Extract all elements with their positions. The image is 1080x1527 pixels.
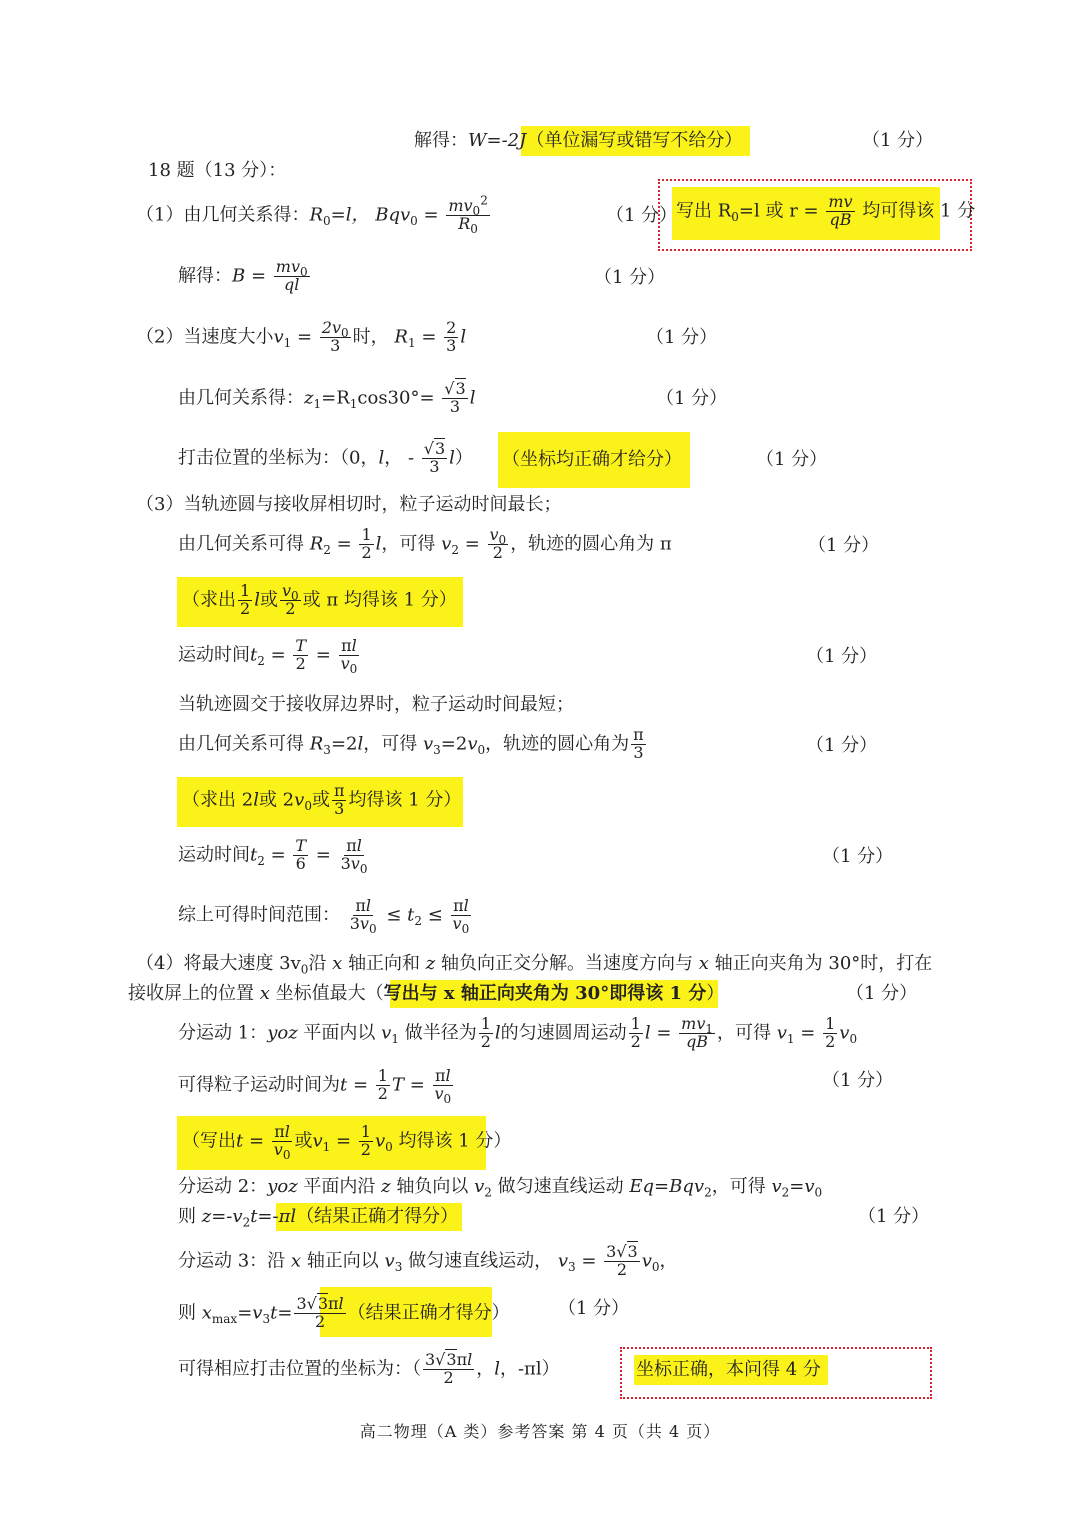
score-part2-line2: （1 分） xyxy=(656,388,728,409)
range-line: 综上可得时间范围： $\frac{\pi l}{3v_0}$ ≤ $t_2$ ≤ $\frac{\pi l}{v_0}$ xyxy=(178,896,470,936)
solve-b-line: 解得：B = $\frac{mv_0}{ql}$ xyxy=(178,257,308,294)
note3: （写出t = $\frac{\pi l}{v_0}$ 或$v_1$ = $\frac{1}{2}$ $v_0$ 均得该 1 分） xyxy=(182,1122,512,1162)
final-note: 坐标正确，本问得 4 分 xyxy=(636,1359,821,1380)
r0-rest: =l， xyxy=(330,204,370,226)
note2: （求出 2l或 $2v_0$或 $\frac{\pi}{3}$ 均得该 1 分） xyxy=(182,781,462,818)
score-time: （1 分） xyxy=(822,1070,894,1091)
score-part2-line1: （1 分） xyxy=(646,327,718,348)
part2-line3: 打击位置的坐标为：（0，l， - $\frac{√3}{3}$ l） xyxy=(178,439,473,476)
w-answer: W=-2J xyxy=(468,130,527,151)
part3-line1: （3）当轨迹圆与接收屏相切时，粒子运动时间最长； xyxy=(136,494,562,515)
score-xmax: （1 分） xyxy=(558,1298,630,1319)
score-time1: （1 分） xyxy=(806,646,878,667)
part3-line2: 由几何关系可得 $R_2$ = $\frac{1}{2}$ l，可得 $v_2$ = $\frac{v_0}{2}$ ，轨迹的圆心角为 π xyxy=(178,525,672,562)
sub3-line: 分运动 3：沿 x 轴正向以 $v_3$ 做匀速直线运动， $v_3$ = $\frac{3√3}{2}$ $v_0$， xyxy=(178,1242,678,1279)
score-header: （1 分） xyxy=(862,130,934,151)
score-part1: （1 分） xyxy=(606,205,678,226)
page-footer: 高二物理（A 类）参考答案 第 4 页（共 4 页） xyxy=(359,1422,721,1441)
sub1-line: 分运动 1：yoz 平面内以 $v_1$ 做半径为 $\frac{1}{2}$ l的匀速圆周运动 $\frac{1}{2}$ l = $\frac{mv_1}{qB}$ ，可得 $v_1$ = $\frac{1}{2}$ $v_0$ xyxy=(178,1014,858,1051)
note1: （求出 $\frac{1}{2}$ l或 $\frac{v_0}{2}$ 或 π 均得该 1 分） xyxy=(182,581,457,618)
part4-line2: 接收屏上的位置 x 坐标值最大（写出与 x 轴正向夹角为 30°即得该 1 分） xyxy=(128,983,725,1004)
score-time2: （1 分） xyxy=(822,846,894,867)
r0-symbol: R xyxy=(309,204,324,226)
time1-line: 运动时间$t_2$ = $\frac{T}{2}$ = $\frac{\pi l}{v_0}$ xyxy=(178,636,358,676)
coord-line: 可得相应打击位置的坐标为：（ $\frac{3√3\pi l}{2}$ ，l，-πl） xyxy=(178,1350,560,1387)
part1-fraction: $\frac{mv_0^2}{R_0}$ xyxy=(448,193,488,236)
part1-prefix: （1）由几何关系得： xyxy=(136,204,310,226)
score-z: （1 分） xyxy=(858,1206,930,1227)
bqv-symbol: Bqv xyxy=(375,204,411,226)
question-18-title: 18 题（13 分）： xyxy=(148,160,287,181)
score-part3-line2: （1 分） xyxy=(808,535,880,556)
part1-line: （1）由几何关系得：$R_0=l$， Bqv$_0$ = $\frac{mv_0^2}{R_0}$ xyxy=(136,193,488,236)
score-part2-line3: （1 分） xyxy=(756,449,828,470)
score-solve-b: （1 分） xyxy=(594,267,666,288)
xmax-line: 则 $x_{max}=v_3t=$ $\frac{3√3\pi l}{2}$ （结果正确才得分） xyxy=(178,1294,510,1331)
unit-note: （单位漏写或错写不给分） xyxy=(526,130,743,151)
coord-note: （坐标均正确才给分） xyxy=(502,449,682,470)
z-line: 则 $z=-v_2t=-\pi l$（结果正确才得分） xyxy=(178,1206,459,1230)
part3-line4: 由几何关系可得 $R_3=2l$，可得 $v_3=2v_0$，轨迹的圆心角为 $\frac{\pi}{3}$ xyxy=(178,725,644,762)
part2-line1: （2）当速度大小$v_1$ = $\frac{2v_0}{3}$ 时， $R_1$ = $\frac{2}{3}$ l xyxy=(136,318,467,355)
part2-line2: 由几何关系得：$z_1=R_1\cos 30^\circ=$ $\frac{√3}{3}$ l xyxy=(178,379,476,416)
sub2-line: 分运动 2：yoz 平面内沿 z 轴负向以 $v_2$ 做匀速直线运动 Eq=Bqv$_2$，可得 $v_2=v_0$ xyxy=(178,1176,823,1200)
solve-label: 解得： xyxy=(414,130,468,151)
short-line: 当轨迹圆交于接收屏边界时，粒子运动时间最短； xyxy=(178,694,574,715)
part4-line1: （4）将最大速度 $3v_0$沿 x 轴正向和 z 轴负向正交分解。当速度方向与 x 轴正向夹角为 30°时，打在 xyxy=(136,953,933,977)
side-note: 写出 $R_0=l$ 或 r = $\frac{mv}{qB}$ 均可得该 1 分 xyxy=(676,192,976,229)
score-part3-line4: （1 分） xyxy=(806,735,878,756)
header-w-line xyxy=(414,132,742,150)
time2-line: 运动时间$t_2$ = $\frac{T}{6}$ = $\frac{\pi l}{3v_0}$ xyxy=(178,836,368,876)
score-part4: （1 分） xyxy=(846,983,918,1004)
time-line: 可得粒子运动时间为t = $\frac{1}{2}$ T = $\frac{\pi l}{v_0}$ xyxy=(178,1066,452,1106)
